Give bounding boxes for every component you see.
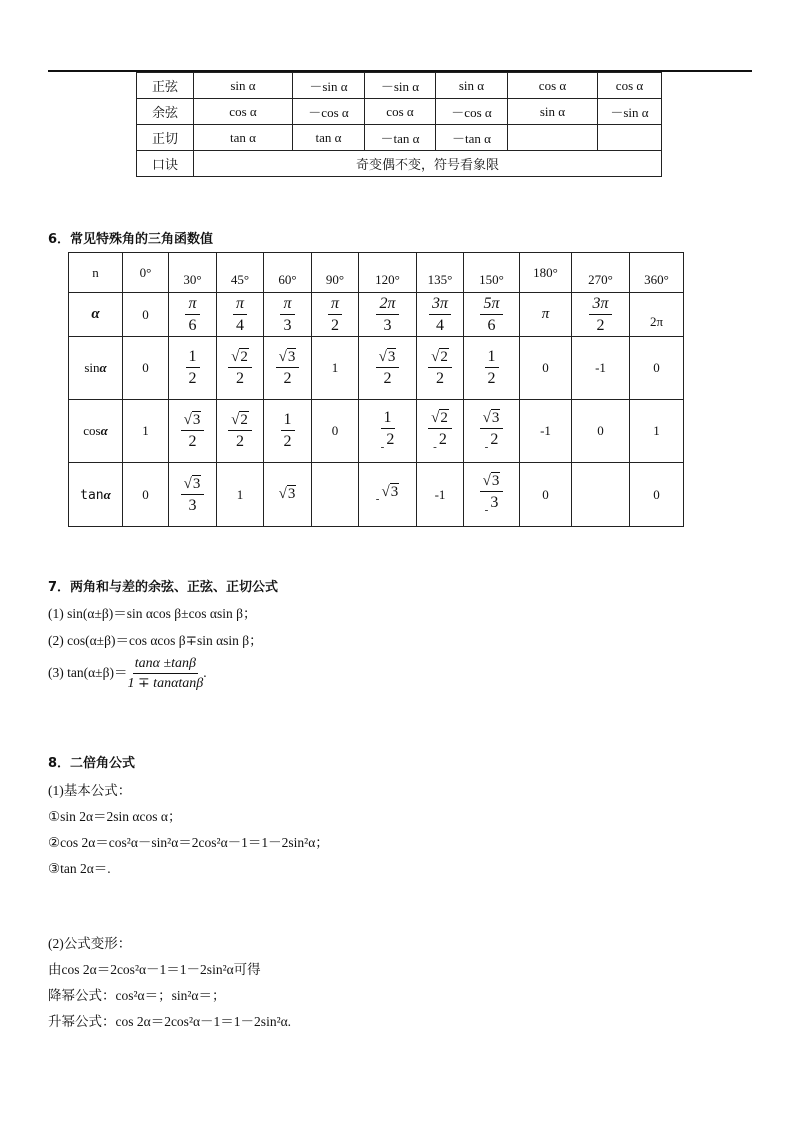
alpha-value [359,293,417,337]
frac-den: 2 [330,316,339,334]
special-angle-table [68,252,684,527]
formula-prefix: (3) tan(α±β)＝ [48,664,128,680]
alpha-value [417,293,464,337]
cos-label [69,400,123,463]
table-cell: －tan α [436,125,508,151]
table-cell: sin α [508,99,598,125]
sin-value: 0 [630,337,684,400]
radical-sign: √ [482,409,491,426]
row-label: 正弦 [137,73,194,99]
frac-den: 2 [383,370,392,387]
table-cell: －tan α [365,125,436,151]
table-cell: －cos α [436,99,508,125]
table-row [69,253,684,293]
tan-value [359,463,417,527]
sin-label [69,337,123,400]
table-cell: tan α [194,125,293,151]
alpha-label: α [69,293,123,337]
degree-label: 270° [572,253,630,293]
frac-num: 3π [589,296,611,315]
radicand: 2 [240,412,248,428]
table-row [69,337,684,400]
sin-value: 0 [520,337,572,400]
cos-value [359,400,417,463]
frac-den: 2 [490,430,499,448]
degree-label: 30° [169,253,217,293]
degree-label: 360° [630,253,684,293]
table-cell [508,125,598,151]
radical-sign: √ [378,349,387,365]
row-label: 余弦 [137,99,194,125]
minus-sign: - [433,440,437,453]
sin-value [169,337,217,400]
alpha-value [464,293,520,337]
table-cell: －cos α [293,99,365,125]
frac-den: 2 [283,370,292,387]
radicand: 3 [192,412,201,428]
radical-sign: √ [431,409,440,426]
table-cell: sin α [194,73,293,99]
table-row [137,73,662,99]
cos-value [417,400,464,463]
table-row [137,99,662,125]
row-label: 正切 [137,125,194,151]
frac-den: 4 [435,316,444,334]
sin-value [264,337,312,400]
table-cell: －sin α [293,73,365,99]
tan-value-empty [572,463,630,527]
frac-num: π [185,296,199,315]
radicand: 3 [390,484,399,500]
degree-label: 90° [312,253,359,293]
table-row [69,400,684,463]
degree-label: 0° [123,253,169,293]
cos-value: 1 [630,400,684,463]
tan-value: 0 [630,463,684,527]
power-reduction-line: 降幂公式：cos²α＝；sin²α＝； [48,988,226,1003]
radical-sign: √ [381,484,390,500]
frac-den: 2 [487,370,496,387]
frac-den: 6 [487,316,496,334]
cos-value: -1 [520,400,572,463]
sin-value: 0 [123,337,169,400]
radicand: 3 [287,349,296,365]
frac-den: 2 [596,316,605,334]
reduction-table [136,72,662,177]
greek-alpha: α [103,486,111,502]
table-cell: －sin α [598,99,662,125]
frac-num: π [328,296,342,315]
tan-value [169,463,217,527]
radicand: 2 [240,349,248,365]
subheading-basic: (1)基本公式： [48,783,132,798]
radical-sign: √ [278,349,287,365]
tan-value: 0 [520,463,572,527]
table-cell: cos α [508,73,598,99]
cos-value: 1 [123,400,169,463]
frac-den: 2 [435,370,444,387]
frac-den: 3 [383,316,392,334]
mnemonic-cell: 奇变偶不变，符号看象限 [194,151,662,177]
radical-sign: √ [183,412,192,428]
frac-num: 1 [381,410,395,429]
minus-sign: - [484,504,489,516]
degree-label: 45° [217,253,264,293]
frac-den: 2 [235,433,244,450]
table-cell: tan α [293,125,365,151]
frac-den: 6 [188,316,197,334]
sin-value [464,337,520,400]
sin-value [417,337,464,400]
cos-value [217,400,264,463]
frac-den: 2 [438,430,447,448]
minus-sign: - [380,440,385,453]
radical-sign: √ [231,349,240,365]
frac-den: 2 [283,433,292,450]
tan-value [464,463,520,527]
table-row [69,463,684,527]
radicand: 3 [192,475,201,492]
transform-line: 由cos 2α＝2cos²α－1＝1－2sin²α可得 [48,962,261,977]
degree-label: 60° [264,253,312,293]
radical-sign: √ [231,412,240,428]
table-cell [598,125,662,151]
frac-num: 1 [485,349,499,368]
sin-value: 1 [312,337,359,400]
frac-den: 3 [188,496,197,514]
section-6-title: 6．常见特殊角的三角函数值 [48,232,214,247]
tan-value: 0 [123,463,169,527]
radicand: 3 [491,409,500,426]
power-raise-line: 升幂公式：cos 2α＝2cos²α－1＝1－2sin²α. [48,1014,292,1029]
table-row [137,125,662,151]
table-cell: cos α [194,99,293,125]
formula-tan-double: ③tan 2α＝. [48,861,111,876]
radicand: 3 [287,486,296,502]
row-label: 口诀 [137,151,194,177]
greek-alpha: α [100,423,108,438]
formula-sin-sum: (1) sin(α±β)＝sin αcos β±cos αsin β； [48,606,257,621]
frac-den: 2 [235,370,244,387]
subheading-transform: (2)公式变形： [48,936,132,951]
radicand: 2 [440,349,448,365]
cos-value [169,400,217,463]
degree-label: 150° [464,253,520,293]
sin-value: -1 [572,337,630,400]
radicand: 2 [440,409,448,426]
frac-den: 1 ∓ tanαtanβ [127,676,204,692]
frac-num: tanα ±tanβ [133,656,198,674]
formula-cos-sum: (2) cos(α±β)＝cos αcos β∓sin αsin β； [48,633,263,648]
frac-num: 3π [429,296,451,315]
cos-value: 0 [312,400,359,463]
table-row [69,293,684,337]
table-cell: cos α [365,99,436,125]
alpha-value: π [520,293,572,337]
alpha-value [572,293,630,337]
cos-value [264,400,312,463]
minus-sign: - [375,493,380,505]
degree-label: 180° [520,253,572,293]
radical-sign: √ [278,486,287,502]
frac-den: 3 [283,316,292,334]
table-cell: －sin α [365,73,436,99]
table-cell: sin α [436,73,508,99]
frac-num: 1 [186,349,200,368]
tan-value-empty [312,463,359,527]
alpha-value [217,293,264,337]
table-row [137,151,662,177]
radicand: 3 [491,473,500,489]
tan-value: 1 [217,463,264,527]
alpha-value [169,293,217,337]
formula-sin-double: ①sin 2α＝2sin αcos α； [48,809,182,824]
frac-num: π [280,296,294,315]
frac-num: 1 [281,412,295,431]
frac-den: 4 [235,316,244,334]
sin-value [217,337,264,400]
degree-label: 135° [417,253,464,293]
minus-sign: - [484,440,489,453]
func-name: tan [80,487,104,503]
greek-alpha: α [99,360,107,375]
func-name: cos [83,423,101,438]
frac-num: 2π [376,296,398,315]
section-8-title: 8．二倍角公式 [48,756,136,771]
frac-den: 2 [188,433,197,450]
formula-tan-sum [48,656,207,692]
frac-den: 3 [490,494,499,511]
table-cell: cos α [598,73,662,99]
radical-sign: √ [482,473,491,489]
frac-den: 2 [188,370,197,387]
frac-num: π [233,296,247,315]
alpha-value: 2π [630,293,684,337]
header-n: n [69,253,123,293]
formula-cos-double: ②cos 2α＝cos²α－sin²α＝2cos²α－1＝1－2sin²α； [48,835,329,850]
radical-sign: √ [431,349,440,365]
tan-label [69,463,123,527]
tan-value: -1 [417,463,464,527]
sin-value [359,337,417,400]
frac-den: 2 [386,430,395,448]
alpha-value: 0 [123,293,169,337]
cos-value [464,400,520,463]
tan-value [264,463,312,527]
radicand: 3 [387,349,396,365]
func-name: sin [84,360,100,375]
formula-suffix: . [203,664,207,680]
radical-sign: √ [183,475,192,492]
frac-num: 5π [480,296,502,315]
section-7-title: 7．两角和与差的余弦、正弦、正切公式 [48,580,279,595]
alpha-value [312,293,359,337]
cos-value: 0 [572,400,630,463]
degree-label: 120° [359,253,417,293]
alpha-value [264,293,312,337]
